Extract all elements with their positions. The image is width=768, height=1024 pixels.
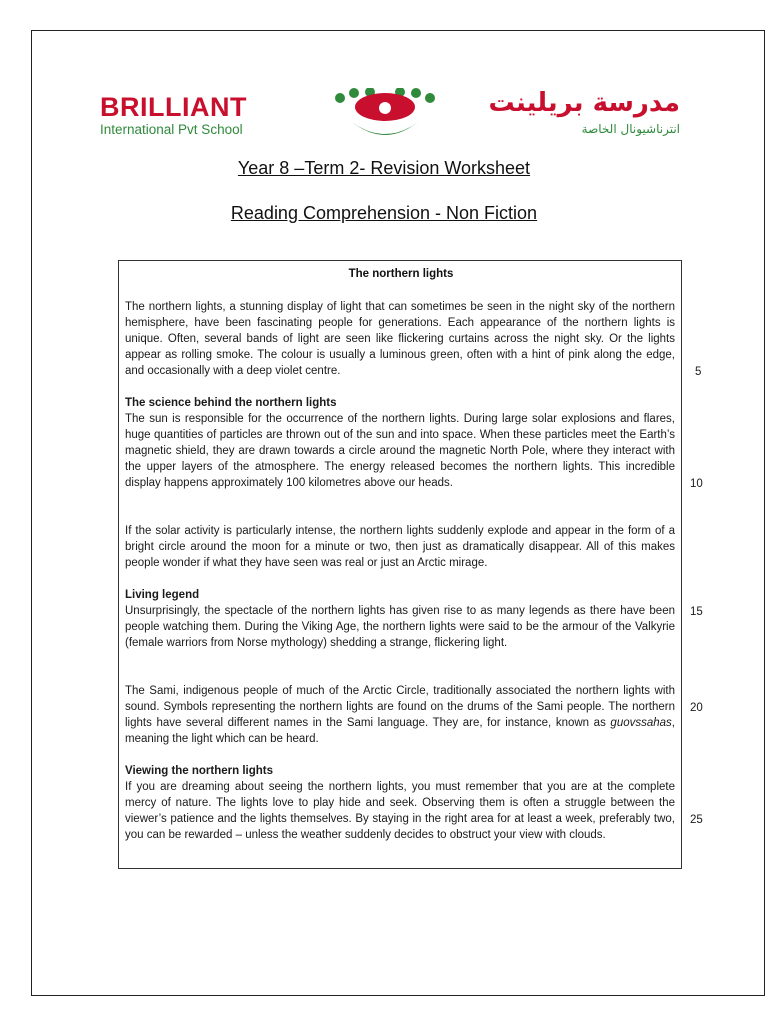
- line-number: 10: [690, 478, 703, 490]
- section-heading: Living legend: [125, 589, 200, 601]
- paragraph-solar-activity: [125, 523, 675, 571]
- paragraph-text: If the solar activity is particularly intense, the northern lights suddenly explode and appear in the form of a bright circle around the moon for a minute or two, then just as dramatically disappear. All of this makes people wonder if what they have seen was real or just an Arctic mirage.: [125, 525, 675, 569]
- worksheet-subtitle: Reading Comprehension - Non Fiction: [230, 203, 538, 223]
- worksheet-title: Year 8 –Term 2- Revision Worksheet: [237, 158, 531, 178]
- section-heading: The science behind the northern lights: [125, 397, 337, 409]
- logo-emblem-icon: [332, 88, 438, 140]
- school-logo: [100, 88, 680, 140]
- paragraph-text: , meaning the light which can be heard.: [125, 717, 675, 745]
- paragraph-intro: [125, 299, 675, 379]
- paragraph-science: [125, 395, 675, 491]
- line-number: 5: [695, 366, 702, 378]
- passage-box: [118, 260, 682, 869]
- paragraph-sami: [125, 683, 675, 747]
- logo-name-en: BRILLIANT: [100, 92, 247, 122]
- passage-title: The northern lights: [348, 268, 454, 280]
- line-number: 20: [690, 702, 703, 714]
- paragraph-text: The sun is responsible for the occurrence of the northern lights. During large solar explosions and flares, huge quantities of particles are thrown out of the sun and into space. When these particles meet the Earth’s magnetic shield, they are drawn towards a circle around the magnetic North Pole, where they interact with the upper layers of the atmosphere. The energy released becomes the northern lights. This incredible display happens approximately 100 kilometres above our heads.: [125, 413, 675, 489]
- paragraph-legend: [125, 587, 675, 651]
- line-number: 15: [690, 606, 703, 618]
- section-heading: Viewing the northern lights: [125, 765, 274, 777]
- line-number: 25: [690, 814, 703, 826]
- paragraph-viewing: [125, 763, 675, 843]
- paragraph-text: The Sami, indigenous people of much of the Arctic Circle, traditionally associated the northern lights with sound. Symbols representing the northern lights are found on the drums of the Sami people. The northern lights have several different names in the Sami language. They are, for instance, known as: [125, 685, 675, 729]
- logo-subtitle-ar: انترناشيونال الخاصة: [581, 122, 680, 136]
- logo-subtitle-en: International Pvt School: [100, 122, 243, 137]
- paragraph-text: The northern lights, a stunning display of light that can sometimes be seen in the night sky of the northern hemisphere, have been fascinating people for generations. Each appearance of the northern lights is unique. Often, several bands of light are seen like flickering curtains across the night sky. Or the lights appear as rolling smoke. The colour is usually a luminous green, often with a hint of pink along the edge, and occasionally with a deep violet centre.: [125, 301, 675, 377]
- paragraph-text: Unsurprisingly, the spectacle of the northern lights has given rise to as many legends as there have been people watching them. During the Viking Age, the northern lights were said to be the armour of the Valkyrie (female warriors from Norse mythology) shedding a strange, flickering light.: [125, 605, 675, 649]
- logo-name-ar: مدرسة بريلينت: [488, 88, 680, 118]
- paragraph-text: If you are dreaming about seeing the northern lights, you must remember that you are at the complete mercy of nature. The lights love to play hide and seek. Observing them is often a struggle between the viewer’s patience and the lights themselves. By staying in the right area for at least a week, preferably two, you can be rewarded – unless the weather suddenly decides to obstruct your view with clouds.: [125, 781, 675, 841]
- sami-word: guovssahas: [610, 717, 672, 729]
